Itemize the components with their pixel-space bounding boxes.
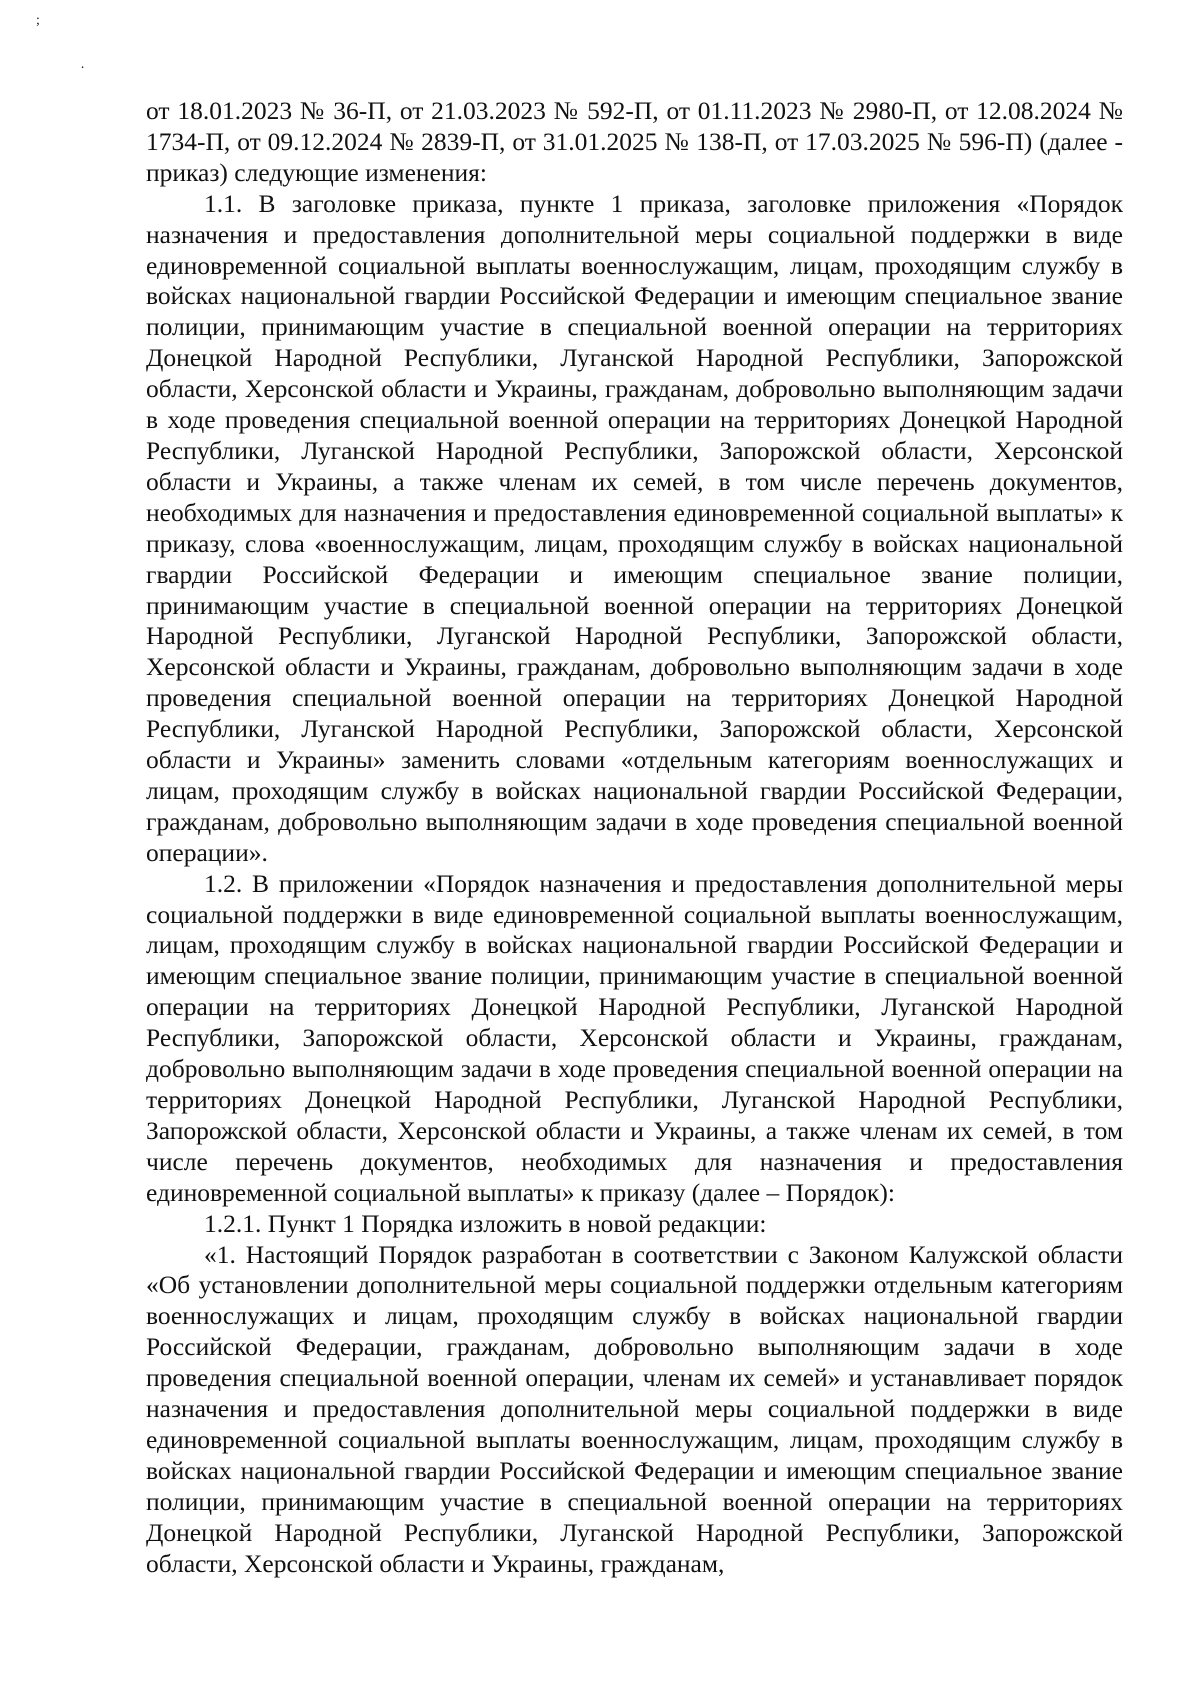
scan-mark: ; bbox=[36, 13, 40, 28]
paragraph-1-1: 1.1. В заголовке приказа, пункте 1 приказа, заголовке приложения «Порядок назначения и предоставления дополнительной меры социальной поддержки в виде единовременной социальной выплаты военнослужащим, лицам, проходящим службу в войсках национальной гвардии Российской Федерации и имеющим специальное звание полиции, принимающим участие в специальной военной операции на территориях Донецкой Народной Республики, Луганской Народной Республики, Запорожской области, Херсонской области и Украины, гражданам, добровольно выполняющим задачи в ходе проведения специальной военной операции на территориях Донецкой Народной Республики, Луганской Народной Республики, Запорожской области, Херсонской области и Украины, а также членам их семей, в том числе перечень документов, необходимых для назначения и предоставления единовременной социальной выплаты» к приказу, слова «военнослужащим, лицам, проходящим службу в войсках национальной гвардии Российской Федерации и имеющим специальное звание полиции, принимающим участие в специальной военной операции на территориях Донецкой Народной Республики, Луганской Народной Республики, Запорожской области, Херсонской области и Украины, гражданам, добровольно выполняющим задачи в ходе проведения специальной военной операции на территориях Донецкой Народной Республики, Луганской Народной Республики, Запорожской области, Херсонской области и Украины» заменить словами «отдельным категориям военнослужащих и лицам, проходящим службу в войсках национальной гвардии Российской Федерации, гражданам, добровольно выполняющим задачи в ходе проведения специальной военной операции». bbox=[146, 188, 1123, 867]
paragraph-amended-orders: от 18.01.2023 № 36-П, от 21.03.2023 № 592-П, от 01.11.2023 № 2980-П, от 12.08.2024 № 1734-П, от 09.12.2024 № 2839-П, от 31.01.2025 № 138-П, от 17.03.2025 № 596-П) (далее - приказ) следующие изменения: bbox=[146, 96, 1123, 187]
paragraph-1-2-1: 1.2.1. Пункт 1 Порядка изложить в новой редакции: bbox=[204, 1208, 767, 1238]
scan-mark: . bbox=[77, 56, 86, 73]
paragraph-1-2: 1.2. В приложении «Порядок назначения и предоставления дополнительной меры социальной поддержки в виде единовременной социальной выплаты военнослужащим, лицам, проходящим службу в войсках национальной гвардии Российской Федерации и имеющим специальное звание полиции, принимающим участие в специальной военной операции на территориях Донецкой Народной Республики, Луганской Народной Республики, Запорожской области, Херсонской области и Украины, гражданам, добровольно выполняющим задачи в ходе проведения специальной военной операции на территориях Донецкой Народной Республики, Луганской Народной Республики, Запорожской области, Херсонской области и Украины, а также членам их семей, в том числе перечень документов, необходимых для назначения и предоставления единовременной социальной выплаты» к приказу (далее – Порядок): bbox=[146, 868, 1123, 1207]
paragraph-new-item-1: «1. Настоящий Порядок разработан в соответствии с Законом Калужской области «Об установлении дополнительной меры социальной поддержки отдельным категориям военнослужащих и лицам, проходящим службу в войсках национальной гвардии Российской Федерации, гражданам, добровольно выполняющим задачи в ходе проведения специальной военной операции, членам их семей» и устанавливает порядок назначения и предоставления дополнительной меры социальной поддержки в виде единовременной социальной выплаты военнослужащим, лицам, проходящим службу в войсках национальной гвардии Российской Федерации и имеющим специальное звание полиции, принимающим участие в специальной военной операции на территориях Донецкой Народной Республики, Луганской Народной Республики, Запорожской области, Херсонской области и Украины, гражданам, bbox=[146, 1239, 1123, 1578]
document-body bbox=[146, 96, 1123, 1580]
